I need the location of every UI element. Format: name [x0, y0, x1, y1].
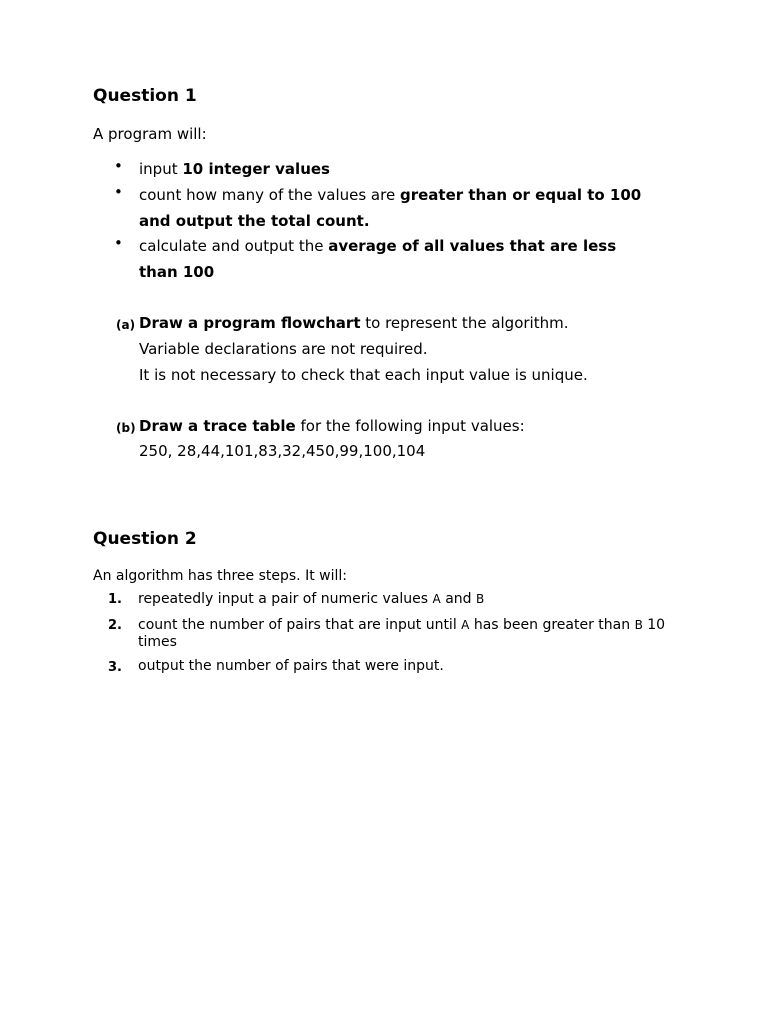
- bullet-3-bold: average of all values that are less than 100: [139, 237, 617, 281]
- step-3-number: 3.: [108, 660, 122, 675]
- bullet-marker: •: [114, 183, 123, 201]
- part-b-input-values: 250, 28,44,101,83,32,450,99,100,104: [139, 442, 426, 460]
- step-2-part-2: has been greater than: [469, 617, 635, 633]
- part-a-bold: Draw a program flowchart: [139, 314, 361, 332]
- part-b-line-1: [139, 417, 525, 435]
- question-1-title: Question 1: [93, 86, 197, 106]
- step-1-number: 1.: [108, 592, 122, 607]
- bullet-item-1: [139, 157, 679, 183]
- part-a-label: (a): [116, 318, 136, 332]
- step-1-part-2: and: [440, 591, 476, 607]
- variable-a: A: [461, 618, 470, 632]
- step-2-text: [138, 617, 683, 650]
- question-2-title: Question 2: [93, 529, 197, 549]
- bullet-1-plain: input: [139, 160, 183, 178]
- bullet-item-3: [139, 234, 649, 285]
- variable-b: B: [476, 592, 485, 606]
- bullet-2-plain: count how many of the values are: [139, 186, 400, 204]
- bullet-1-bold: 10 integer values: [182, 160, 330, 178]
- step-3-text: [138, 658, 683, 675]
- question-1-intro: A program will:: [93, 125, 207, 143]
- part-a-line-1: [139, 314, 568, 332]
- step-2-part-3: 10 times: [138, 617, 666, 650]
- bullet-3-plain: calculate and output the: [139, 237, 329, 255]
- step-2-part-1: count the number of pairs that are input until: [138, 617, 462, 633]
- bullet-marker: •: [114, 157, 123, 175]
- bullet-marker: •: [114, 234, 123, 252]
- variable-b: B: [634, 618, 643, 632]
- question-2-intro: An algorithm has three steps. It will:: [93, 568, 347, 584]
- bullet-2-bold: greater than or equal to 100 and output the total count.: [139, 186, 642, 230]
- step-3-part-1: output the number of pairs that were input.: [138, 658, 444, 674]
- part-b-bold: Draw a trace table: [139, 417, 296, 435]
- part-b-rest: for the following input values:: [295, 417, 525, 435]
- variable-a: A: [432, 592, 441, 606]
- part-b-label: (b): [116, 421, 136, 435]
- part-a-rest: to represent the algorithm.: [360, 314, 569, 332]
- step-2-number: 2.: [108, 618, 122, 633]
- bullet-item-2: [139, 183, 669, 234]
- part-a-line-2: Variable declarations are not required.: [139, 340, 428, 358]
- part-a-line-3: It is not necessary to check that each input value is unique.: [139, 366, 588, 384]
- step-1-text: [138, 591, 683, 608]
- step-1-part-1: repeatedly input a pair of numeric values: [138, 591, 433, 607]
